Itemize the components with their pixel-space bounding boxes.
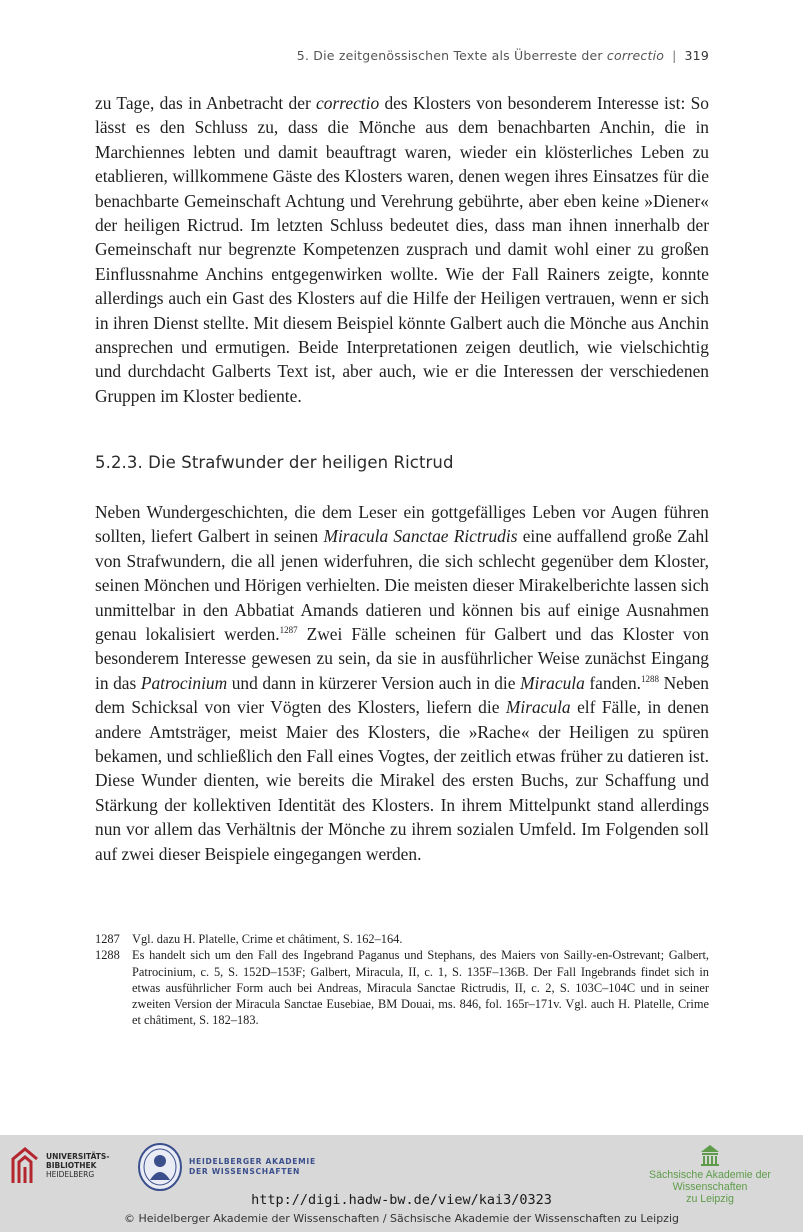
copyright-notice: © Heidelberger Akademie der Wissenschaften / Sächsische Akademie der Wissenschaften zu Leipzig xyxy=(123,1212,679,1225)
footnotes xyxy=(95,931,709,1029)
running-title: 5. Die zeitgenössischen Texte als Überreste der xyxy=(296,48,603,63)
section-heading: 5.2.3. Die Strafwunder der heiligen Rictrud xyxy=(95,453,454,472)
running-head-separator: | xyxy=(672,48,677,63)
italic-title: Patrocinium xyxy=(140,672,228,693)
ub-line-3: HEIDELBERG xyxy=(46,1169,95,1179)
page-number: 319 xyxy=(684,48,709,63)
text-run: Neben dem Schicksal von vier Vögten des Klosters, liefern die xyxy=(95,672,709,718)
saw-line-1: Sächsische Akademie der Wissenschaften xyxy=(649,1169,771,1193)
ub-heidelberg-logo-icon xyxy=(10,1145,40,1185)
text-run: Neben Wundergeschichten, die dem Leser ein gottgefälliges Leben vor Augen führen sollten, liefert Galbert in seinen xyxy=(95,502,709,547)
hadw-logo[interactable] xyxy=(137,1142,316,1192)
footnote-number: 1287 xyxy=(95,932,120,946)
ub-line-1: UNIVERSITÄTS- xyxy=(46,1151,110,1161)
paragraph-1 xyxy=(95,91,709,408)
italic-title: Miracula xyxy=(505,697,571,718)
permalink-url[interactable]: http://digi.hadw-bw.de/view/kai3/0323 xyxy=(251,1192,552,1208)
footnote-text: Es handelt sich um den Fall des Ingebrand Paganus und Stephans, des Maiers von Sailly-en-Ostrevant; Galbert, Patrocinium, c. 5, S. 152D–153F; Galbert, Miracula, II, c. 1, S. 135F–136B. Der Fall Ingebrands findet sich in etwas ausführlicher Form auch bei Andreas, Miracula Sanctae Rictrudis, II, c. 2, S. 103C–104C und in seiner zweiten Version der Miracula Sanctae Eusebiae, BM Douai, ms. 846, fol. 165r–171v. Vgl. auch H. Platelle, Crime et châtiment, S. 182–183. xyxy=(132,948,709,1028)
running-head xyxy=(297,48,709,63)
text-run: und dann in kürzerer Version auch in die xyxy=(227,672,521,693)
hadw-line-2: DER WISSENSCHAFTEN xyxy=(189,1167,301,1176)
footnote-1287 xyxy=(95,931,709,947)
ub-logo-text xyxy=(46,1152,109,1179)
paragraph-2 xyxy=(95,500,709,866)
footnote-text: Vgl. dazu H. Platelle, Crime et châtiment, S. 162–164. xyxy=(132,932,403,946)
running-title-italic: correctio xyxy=(606,48,665,63)
text-run: Zwei Fälle scheinen für Galbert und das Kloster von besonderem Interesse gewesen zu sein, da sie in ausführlicher Weise zunächst Eingang in das xyxy=(95,624,709,693)
ub-heidelberg-logo[interactable] xyxy=(10,1145,109,1185)
text-run: elf Fälle, in denen andere Amtsträger, meist Maier des Klosters, die »Rache« der Heiligen zu spüren bekamen, und schließlich den Fall eines Vogtes, der zeitlich etwas früher zu datieren ist. Diese Wunder dienten, wie bereits die Mirakel des ersten Buchs, zur Schaffung und Stärkung der kollektiven Identität des Klosters. In ihrem Mittelpunkt stand allerdings nun vor allem das Verhältnis der Mönche zu ihrem sozialen Umfeld. Im Folgenden soll auf zwei dieser Beispiele eingegangen werden. xyxy=(95,697,709,864)
footnote-ref-1288[interactable]: 1288 xyxy=(641,673,660,684)
hadw-logo-text xyxy=(189,1157,316,1177)
footnote-1288 xyxy=(95,947,709,1028)
footnote-number: 1288 xyxy=(95,948,120,963)
italic-title: Miracula Sanctae Rictrudis xyxy=(323,526,518,547)
text-run: eine auffallend große Zahl von Strafwundern, die all jenen widerfuhren, die sich schlecht gegenüber dem Kloster, seinen Mönchen und Hörigen verhielten. Die meisten dieser Mirakelberichte lassen sich unmittelbar in den Abbatiat Amands datieren und können bis auf einige Ausnahmen genau lokalisiert werden. xyxy=(95,526,710,645)
hadw-seal-icon xyxy=(137,1142,183,1192)
text-run: zu Tage, das in Anbetracht der xyxy=(95,93,317,113)
saw-leipzig-building-icon xyxy=(699,1143,721,1167)
saw-line-2: zu Leipzig xyxy=(686,1193,734,1205)
text-run: des Klosters von besonderem Interesse ist: So lässt es den Schluss zu, dass die Mönche aus dem benachbarten Anchin, die in Marchiennes lebten und damit beauftragt waren, wieder ein klösterliches Leben zu etablieren, willkommene Gäste des Klosters waren, denen wegen ihres Einsatzes für die benachbarte Gemeinschaft Achtung und Verehrung gebührte, aber eben keine »Diener« der heiligen Rictrud. Im letzten Schluss bedeutet dies, dass man ihnen innerhalb der Gemeinschaft nur begrenzte Kompetenzen zusprach und damit wohl einer zu großen Einflussnahme Anchins entgegenwirken wollte. Wie der Fall Rainers zeigte, konnte allerdings auch ein Gast des Klosters auf die Hilfe der Heiligen vertrauen, wenn er sich in ihren Dienst stellte. Mit diesem Beispiel könnte Galbert auch die Mönche aus Anchin ansprechen und ermutigen. Beide Interpretationen zeigen deutlich, wie vielschichtig und durchdacht Galberts Text ist, aber auch, wie er die Interessen der verschiedenen Gruppen im Kloster bediente. xyxy=(95,93,709,406)
hadw-line-1: HEIDELBERGER AKADEMIE xyxy=(189,1157,316,1166)
italic-term: correctio xyxy=(316,93,380,113)
italic-title: Miracula xyxy=(520,672,585,693)
ub-line-2: BIBLIOTHEK xyxy=(46,1160,97,1170)
footnote-ref-1287[interactable]: 1287 xyxy=(279,625,298,636)
text-run: fanden. xyxy=(584,672,642,693)
